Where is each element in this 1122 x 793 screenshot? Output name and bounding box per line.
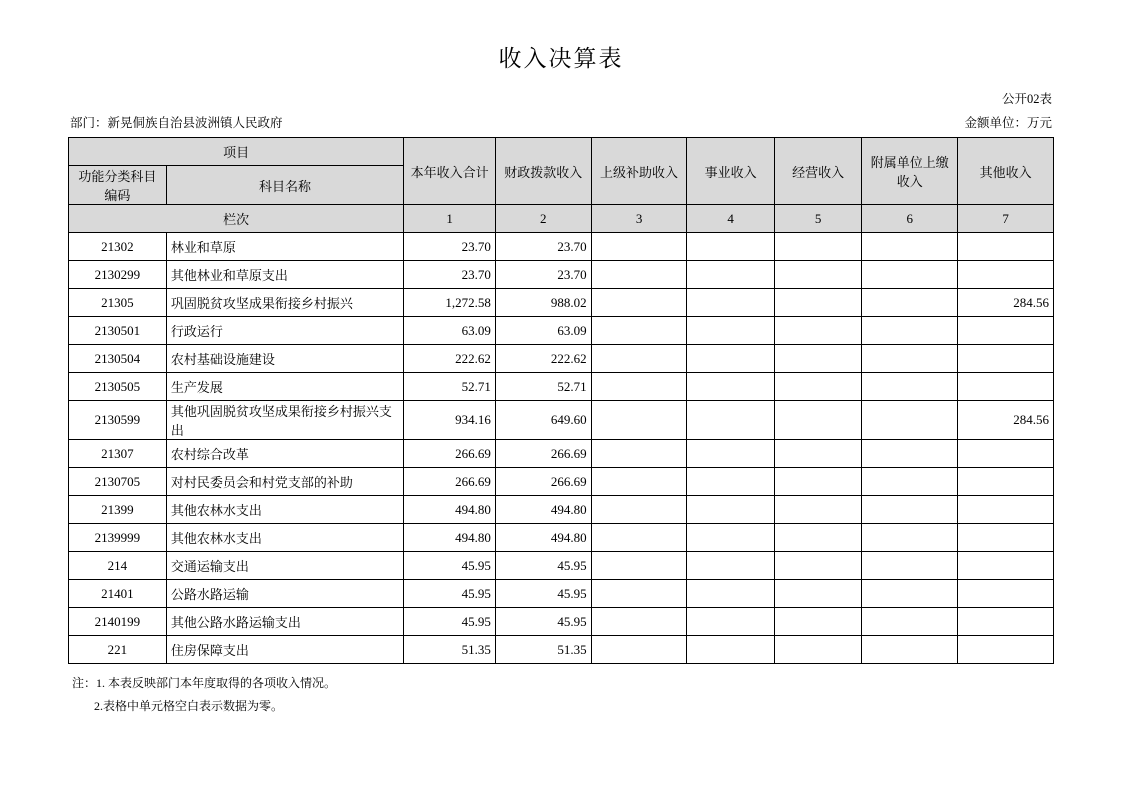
cell-fiscal: 988.02 bbox=[495, 289, 591, 317]
cell-total: 266.69 bbox=[404, 468, 496, 496]
cell-name: 巩固脱贫攻坚成果衔接乡村振兴 bbox=[166, 289, 403, 317]
cell-jingying bbox=[774, 233, 861, 261]
cell-code: 2130504 bbox=[69, 345, 167, 373]
cell-name: 生产发展 bbox=[166, 373, 403, 401]
table-column-number-row bbox=[69, 205, 1054, 233]
cell-other bbox=[958, 496, 1054, 524]
cell-total: 266.69 bbox=[404, 440, 496, 468]
cell-fiscal: 45.95 bbox=[495, 608, 591, 636]
cell-name: 对村民委员会和村党支部的补助 bbox=[166, 468, 403, 496]
cell-jingying bbox=[774, 440, 861, 468]
cell-other bbox=[958, 636, 1054, 664]
amount-unit-label: 金额单位：万元 bbox=[964, 116, 1052, 130]
cell-shiye bbox=[687, 580, 774, 608]
cell-name: 农村综合改革 bbox=[166, 440, 403, 468]
cell-fushu bbox=[862, 496, 958, 524]
table-row bbox=[69, 552, 1054, 580]
cell-shiye bbox=[687, 496, 774, 524]
cell-code: 2130705 bbox=[69, 468, 167, 496]
cell-jingying bbox=[774, 261, 861, 289]
cell-superior bbox=[591, 468, 687, 496]
cell-other: 284.56 bbox=[958, 401, 1054, 440]
cell-fushu bbox=[862, 289, 958, 317]
cell-other bbox=[958, 373, 1054, 401]
cell-superior bbox=[591, 317, 687, 345]
header-total-income: 本年收入合计 bbox=[404, 138, 496, 205]
table-body bbox=[69, 233, 1054, 664]
cell-shiye bbox=[687, 524, 774, 552]
cell-shiye bbox=[687, 552, 774, 580]
lanci-4: 4 bbox=[687, 205, 774, 233]
lanci-6: 6 bbox=[862, 205, 958, 233]
cell-fushu bbox=[862, 233, 958, 261]
cell-superior bbox=[591, 608, 687, 636]
cell-name: 其他林业和草原支出 bbox=[166, 261, 403, 289]
header-fiscal-appropriation: 财政拨款收入 bbox=[495, 138, 591, 205]
cell-fushu bbox=[862, 401, 958, 440]
cell-fiscal: 23.70 bbox=[495, 233, 591, 261]
cell-shiye bbox=[687, 636, 774, 664]
cell-fiscal: 45.95 bbox=[495, 552, 591, 580]
cell-code: 21302 bbox=[69, 233, 167, 261]
cell-shiye bbox=[687, 261, 774, 289]
cell-jingying bbox=[774, 608, 861, 636]
lanci-1: 1 bbox=[404, 205, 496, 233]
cell-fushu bbox=[862, 580, 958, 608]
table-row bbox=[69, 373, 1054, 401]
cell-total: 45.95 bbox=[404, 552, 496, 580]
income-final-accounts-table bbox=[68, 137, 1054, 664]
table-header-group-row bbox=[69, 138, 1054, 166]
cell-code: 2130299 bbox=[69, 261, 167, 289]
cell-fiscal: 222.62 bbox=[495, 345, 591, 373]
cell-other bbox=[958, 608, 1054, 636]
cell-total: 23.70 bbox=[404, 261, 496, 289]
cell-code: 2139999 bbox=[69, 524, 167, 552]
cell-total: 52.71 bbox=[404, 373, 496, 401]
cell-code: 214 bbox=[69, 552, 167, 580]
table-row bbox=[69, 496, 1054, 524]
cell-superior bbox=[591, 496, 687, 524]
cell-code: 2140199 bbox=[69, 608, 167, 636]
cell-superior bbox=[591, 552, 687, 580]
note-line-1: 注：1. 本表反映部门本年度取得的各项收入情况。 bbox=[72, 676, 337, 690]
lanci-label: 栏次 bbox=[69, 205, 404, 233]
cell-fiscal: 649.60 bbox=[495, 401, 591, 440]
cell-total: 45.95 bbox=[404, 608, 496, 636]
cell-superior bbox=[591, 580, 687, 608]
cell-jingying bbox=[774, 401, 861, 440]
cell-name: 住房保障支出 bbox=[166, 636, 403, 664]
cell-fiscal: 266.69 bbox=[495, 468, 591, 496]
cell-code: 221 bbox=[69, 636, 167, 664]
cell-name: 行政运行 bbox=[166, 317, 403, 345]
cell-total: 1,272.58 bbox=[404, 289, 496, 317]
table-row bbox=[69, 401, 1054, 440]
cell-total: 23.70 bbox=[404, 233, 496, 261]
meta-row bbox=[68, 113, 1054, 131]
cell-jingying bbox=[774, 524, 861, 552]
sheet-code: 公开02表 bbox=[1001, 92, 1052, 106]
cell-jingying bbox=[774, 636, 861, 664]
cell-code: 21307 bbox=[69, 440, 167, 468]
cell-code: 21401 bbox=[69, 580, 167, 608]
cell-other bbox=[958, 524, 1054, 552]
cell-other bbox=[958, 468, 1054, 496]
cell-fushu bbox=[862, 345, 958, 373]
cell-jingying bbox=[774, 496, 861, 524]
cell-name: 交通运输支出 bbox=[166, 552, 403, 580]
cell-code: 21399 bbox=[69, 496, 167, 524]
cell-shiye bbox=[687, 317, 774, 345]
table-row bbox=[69, 636, 1054, 664]
table-row bbox=[69, 345, 1054, 373]
cell-other bbox=[958, 552, 1054, 580]
cell-fushu bbox=[862, 373, 958, 401]
cell-shiye bbox=[687, 468, 774, 496]
cell-total: 51.35 bbox=[404, 636, 496, 664]
lanci-2: 2 bbox=[495, 205, 591, 233]
cell-superior bbox=[591, 289, 687, 317]
cell-shiye bbox=[687, 289, 774, 317]
cell-other bbox=[958, 345, 1054, 373]
cell-fushu bbox=[862, 636, 958, 664]
cell-superior bbox=[591, 373, 687, 401]
header-operating-income: 经营收入 bbox=[774, 138, 861, 205]
cell-name: 其他农林水支出 bbox=[166, 496, 403, 524]
cell-other bbox=[958, 580, 1054, 608]
cell-fiscal: 51.35 bbox=[495, 636, 591, 664]
cell-superior bbox=[591, 524, 687, 552]
cell-fiscal: 494.80 bbox=[495, 524, 591, 552]
cell-fiscal: 52.71 bbox=[495, 373, 591, 401]
cell-code: 2130505 bbox=[69, 373, 167, 401]
table-row bbox=[69, 468, 1054, 496]
cell-name: 其他农林水支出 bbox=[166, 524, 403, 552]
cell-code: 21305 bbox=[69, 289, 167, 317]
cell-total: 934.16 bbox=[404, 401, 496, 440]
cell-fushu bbox=[862, 552, 958, 580]
cell-jingying bbox=[774, 317, 861, 345]
cell-fushu bbox=[862, 524, 958, 552]
cell-fushu bbox=[862, 468, 958, 496]
table-row bbox=[69, 580, 1054, 608]
header-subsidiary-remittance: 附属单位上缴收入 bbox=[862, 138, 958, 205]
cell-other bbox=[958, 233, 1054, 261]
cell-shiye bbox=[687, 345, 774, 373]
cell-fushu bbox=[862, 317, 958, 345]
header-group-item: 项目 bbox=[69, 138, 404, 166]
cell-fiscal: 494.80 bbox=[495, 496, 591, 524]
table-row bbox=[69, 289, 1054, 317]
cell-name: 其他巩固脱贫攻坚成果衔接乡村振兴支出 bbox=[166, 401, 403, 440]
table-row bbox=[69, 233, 1054, 261]
cell-jingying bbox=[774, 552, 861, 580]
header-institution-income: 事业收入 bbox=[687, 138, 774, 205]
lanci-5: 5 bbox=[774, 205, 861, 233]
cell-other bbox=[958, 440, 1054, 468]
cell-jingying bbox=[774, 345, 861, 373]
cell-jingying bbox=[774, 468, 861, 496]
table-row bbox=[69, 317, 1054, 345]
cell-total: 45.95 bbox=[404, 580, 496, 608]
cell-name: 其他公路水路运输支出 bbox=[166, 608, 403, 636]
cell-fiscal: 266.69 bbox=[495, 440, 591, 468]
cell-code: 2130599 bbox=[69, 401, 167, 440]
header-other-income: 其他收入 bbox=[958, 138, 1054, 205]
header-subject-name: 科目名称 bbox=[166, 166, 403, 205]
cell-fiscal: 63.09 bbox=[495, 317, 591, 345]
cell-shiye bbox=[687, 608, 774, 636]
cell-fushu bbox=[862, 608, 958, 636]
cell-other bbox=[958, 317, 1054, 345]
cell-fushu bbox=[862, 440, 958, 468]
cell-shiye bbox=[687, 440, 774, 468]
lanci-3: 3 bbox=[591, 205, 687, 233]
cell-fiscal: 45.95 bbox=[495, 580, 591, 608]
cell-shiye bbox=[687, 401, 774, 440]
cell-shiye bbox=[687, 233, 774, 261]
cell-superior bbox=[591, 440, 687, 468]
table-row bbox=[69, 261, 1054, 289]
cell-name: 林业和草原 bbox=[166, 233, 403, 261]
cell-jingying bbox=[774, 373, 861, 401]
cell-fiscal: 23.70 bbox=[495, 261, 591, 289]
cell-name: 公路水路运输 bbox=[166, 580, 403, 608]
cell-superior bbox=[591, 401, 687, 440]
header-function-code: 功能分类科目编码 bbox=[69, 166, 167, 205]
cell-superior bbox=[591, 233, 687, 261]
cell-superior bbox=[591, 636, 687, 664]
table-notes bbox=[68, 672, 1054, 718]
cell-code: 2130501 bbox=[69, 317, 167, 345]
cell-superior bbox=[591, 345, 687, 373]
note-line-2: 2.表格中单元格空白表示数据为零。 bbox=[94, 698, 284, 713]
table-row bbox=[69, 440, 1054, 468]
header-superior-subsidy: 上级补助收入 bbox=[591, 138, 687, 205]
cell-jingying bbox=[774, 289, 861, 317]
page-title: 收入决算表 bbox=[498, 46, 624, 71]
cell-jingying bbox=[774, 580, 861, 608]
cell-shiye bbox=[687, 373, 774, 401]
cell-fushu bbox=[862, 261, 958, 289]
cell-total: 494.80 bbox=[404, 496, 496, 524]
table-row bbox=[69, 608, 1054, 636]
cell-total: 494.80 bbox=[404, 524, 496, 552]
cell-other bbox=[958, 261, 1054, 289]
department-label: 部门：新晃侗族自治县波洲镇人民政府 bbox=[70, 116, 283, 130]
cell-total: 222.62 bbox=[404, 345, 496, 373]
cell-total: 63.09 bbox=[404, 317, 496, 345]
cell-other: 284.56 bbox=[958, 289, 1054, 317]
lanci-7: 7 bbox=[958, 205, 1054, 233]
table-row bbox=[69, 524, 1054, 552]
cell-superior bbox=[591, 261, 687, 289]
cell-name: 农村基础设施建设 bbox=[166, 345, 403, 373]
